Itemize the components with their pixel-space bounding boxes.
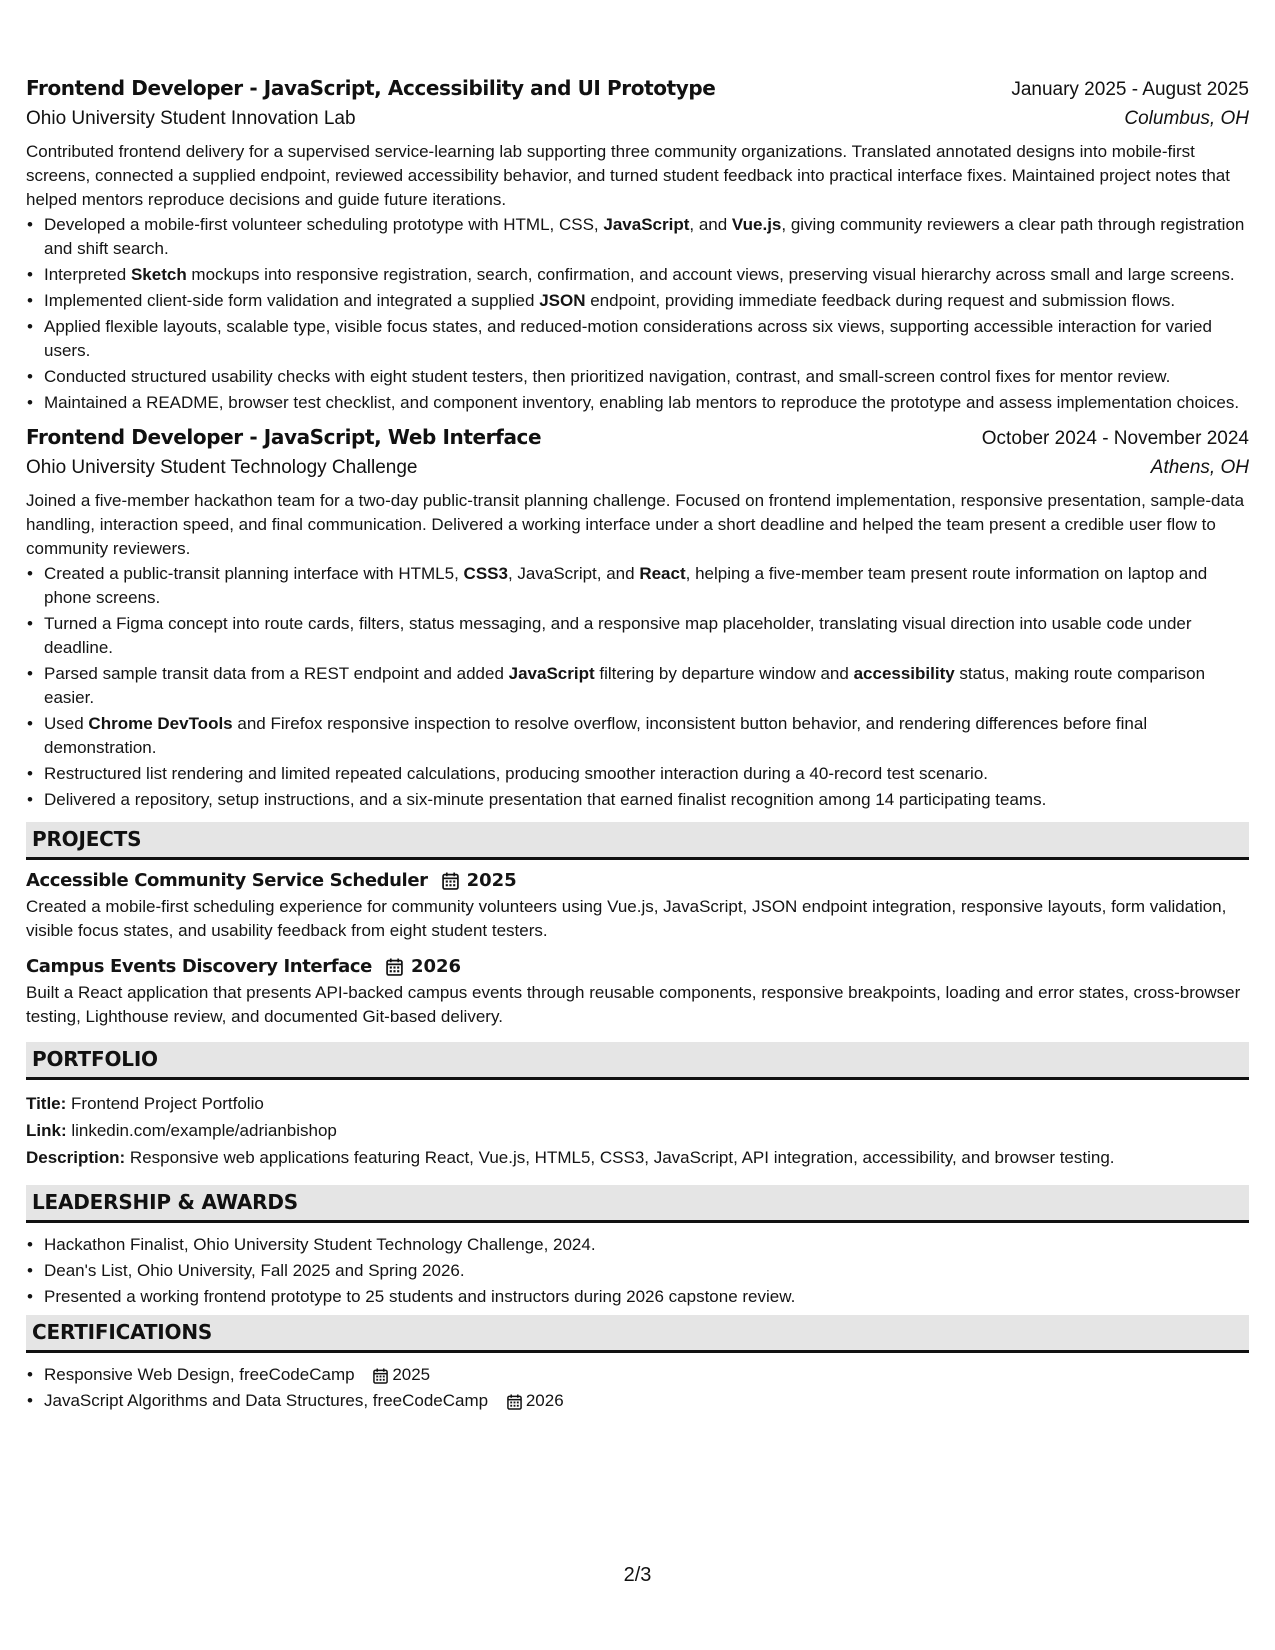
- bullet-keyword: Sketch: [130, 265, 187, 284]
- location: Athens, OH: [1150, 457, 1249, 478]
- project-description: Created a mobile-first scheduling experience for community volunteers using Vue.js, JavaScript, JSON endpoint integration, responsive layouts, form validation, visible focus states, and usability feedback from eight student testers.: [26, 897, 1227, 940]
- bullet-text: Created a public-transit planning interface with HTML5,: [44, 564, 464, 583]
- location: Columbus, OH: [1124, 108, 1249, 129]
- list-item: [44, 365, 1249, 389]
- bullet-keyword: CSS3: [463, 564, 508, 583]
- bullet-text: Used: [44, 714, 89, 733]
- list-item: [44, 712, 1249, 760]
- project-year: 2025: [466, 870, 517, 891]
- calendar-icon: [442, 872, 459, 890]
- section-title: CERTIFICATIONS: [32, 1320, 213, 1344]
- list-item: [44, 263, 1249, 287]
- bullet-text: Maintained a README, browser test checklist, and component inventory, enabling lab mentors to reproduce the prototype and assess implementation choices.: [44, 393, 1240, 412]
- job-dates: October 2024 - November 2024: [981, 428, 1249, 449]
- leadership-list: [26, 1233, 1249, 1309]
- job-title: Frontend Developer - JavaScript, Web Interface: [26, 425, 542, 449]
- bullet-text: Developed a mobile-first volunteer scheduling prototype with HTML, CSS,: [44, 215, 604, 234]
- organization: Ohio University Student Innovation Lab: [26, 108, 356, 129]
- job-bullets: [26, 213, 1249, 415]
- section-title: PORTFOLIO: [32, 1047, 158, 1071]
- portfolio-title-row: [26, 1090, 1249, 1117]
- bullet-keyword: Vue.js: [731, 215, 782, 234]
- bullet-text: Restructured list rendering and limited repeated calculations, producing smoother interaction during a 40-record test scenario.: [44, 764, 989, 783]
- project-entry: [26, 870, 1249, 943]
- section-heading-certifications: [26, 1315, 1249, 1353]
- section-title: PROJECTS: [32, 827, 142, 851]
- job-summary: Contributed frontend delivery for a supervised service-learning lab supporting three community organizations. Translated annotated designs into mobile-first screens, connected a supplied endpoint, reviewed accessibility behavior, and turned student feedback into practical interface fixes. Maintained project notes that helped mentors reproduce decisions and guide future iterations.: [26, 142, 1230, 209]
- job-dates: January 2025 - August 2025: [1011, 79, 1249, 100]
- portfolio-block: [26, 1090, 1249, 1171]
- bullet-text: and Firefox responsive inspection to resolve overflow, inconsistent button behavior, and rendering differences before final demonstration.: [44, 714, 1148, 757]
- bullet-keyword: accessibility: [853, 664, 955, 683]
- portfolio-description-label: Description:: [26, 1148, 126, 1167]
- project-title: Campus Events Discovery Interface: [26, 956, 372, 977]
- calendar-icon: [386, 958, 403, 976]
- portfolio-link[interactable]: linkedin.com/example/adrianbishop: [71, 1121, 337, 1140]
- project-title: Accessible Community Service Scheduler: [26, 870, 428, 891]
- bullet-text: Parsed sample transit data from a REST endpoint and added: [44, 664, 509, 683]
- bullet-text: , JavaScript, and: [507, 564, 640, 583]
- project-description: Built a React application that presents API-backed campus events through reusable components, responsive breakpoints, loading and error states, cross-browser testing, Lighthouse review, and documented Git-based delivery.: [26, 983, 1241, 1026]
- job-bullets: [26, 562, 1249, 812]
- portfolio-link-label: Link:: [26, 1121, 67, 1140]
- bullet-text: Conducted structured usability checks with eight student testers, then prioritized navigation, contrast, and small-screen control fixes for mentor review.: [44, 367, 1171, 386]
- certification-year: 2025: [392, 1365, 431, 1384]
- certification-name: JavaScript Algorithms and Data Structures, freeCodeCamp: [44, 1391, 489, 1410]
- bullet-text: status, making route comparison easier.: [44, 664, 1206, 707]
- section-heading-portfolio: [26, 1042, 1249, 1080]
- calendar-icon: [373, 1368, 388, 1384]
- bullet-text: filtering by departure window and: [594, 664, 854, 683]
- list-item: [44, 612, 1249, 660]
- bullet-keyword: JavaScript: [508, 664, 595, 683]
- calendar-icon: [507, 1394, 522, 1410]
- experience-entry: [26, 425, 1249, 812]
- bullet-text: mockups into responsive registration, search, confirmation, and account views, preserving visual hierarchy across small and large screens.: [186, 265, 1235, 284]
- list-item: [44, 762, 1249, 786]
- portfolio-title-value: Frontend Project Portfolio: [71, 1094, 264, 1113]
- project-year: 2026: [410, 956, 462, 977]
- page-number: 2/3: [623, 1564, 652, 1586]
- section-title: LEADERSHIP & AWARDS: [32, 1190, 298, 1214]
- portfolio-description-row: [26, 1144, 1249, 1171]
- portfolio-description-value: Responsive web applications featuring React, Vue.js, HTML5, CSS3, JavaScript, API integration, accessibility, and browser testing.: [129, 1148, 1115, 1167]
- bullet-keyword: React: [639, 564, 686, 583]
- bullet-text: Applied flexible layouts, scalable type, visible focus states, and reduced-motion considerations across six views, supporting accessible interaction for varied users.: [44, 317, 1212, 360]
- certification-year: 2026: [525, 1391, 564, 1410]
- bullet-text: , giving community reviewers a clear path through registration and shift search.: [44, 215, 1245, 258]
- bullet-text: , helping a five-member team present route information on laptop and phone screens.: [44, 564, 1208, 607]
- list-item: [44, 662, 1249, 710]
- section-heading-leadership: [26, 1185, 1249, 1223]
- portfolio-link-row: [26, 1117, 1249, 1144]
- bullet-keyword: Chrome DevTools: [88, 714, 233, 733]
- portfolio-title-label: Title:: [26, 1094, 67, 1113]
- list-item: [44, 289, 1249, 313]
- bullet-text: Implemented client-side form validation and integrated a supplied: [44, 291, 540, 310]
- list-item: • Hackathon Finalist, Ohio University Student Technology Challenge, 2024.: [44, 1233, 1249, 1257]
- list-item: [44, 315, 1249, 363]
- certifications-list: [26, 1363, 1249, 1413]
- organization: Ohio University Student Technology Challenge: [26, 457, 418, 478]
- bullet-text: Interpreted: [44, 265, 131, 284]
- section-heading-projects: [26, 822, 1249, 860]
- list-item: [44, 1363, 1249, 1387]
- list-item: [44, 1389, 1249, 1413]
- list-item: [44, 788, 1249, 812]
- bullet-text: , and: [689, 215, 732, 234]
- bullet-keyword: JSON: [539, 291, 586, 310]
- list-item: [44, 391, 1249, 415]
- job-summary: Joined a five-member hackathon team for a two-day public-transit planning challenge. Focused on frontend implementation, responsive presentation, sample-data handling, interaction speed, and final communication. Delivered a working interface under a short deadline and helped the team present a credible user flow to community reviewers.: [26, 491, 1245, 558]
- project-entry: [26, 956, 1249, 1029]
- list-item: [44, 213, 1249, 261]
- bullet-keyword: JavaScript: [603, 215, 690, 234]
- bullet-text: endpoint, providing immediate feedback during request and submission flows.: [585, 291, 1176, 310]
- list-item: [44, 562, 1249, 610]
- certification-name: Responsive Web Design, freeCodeCamp: [44, 1365, 355, 1384]
- job-title: Frontend Developer - JavaScript, Accessibility and UI Prototype: [26, 76, 716, 100]
- bullet-text: Delivered a repository, setup instructions, and a six-minute presentation that earned finalist recognition among 14 participating teams.: [44, 790, 1047, 809]
- list-item: • Dean's List, Ohio University, Fall 2025 and Spring 2026.: [44, 1259, 1249, 1283]
- experience-entry: [26, 76, 1249, 415]
- list-item: • Presented a working frontend prototype to 25 students and instructors during 2026 capstone review.: [44, 1285, 1249, 1309]
- bullet-text: Turned a Figma concept into route cards, filters, status messaging, and a responsive map placeholder, translating visual direction into usable code under deadline.: [44, 614, 1192, 657]
